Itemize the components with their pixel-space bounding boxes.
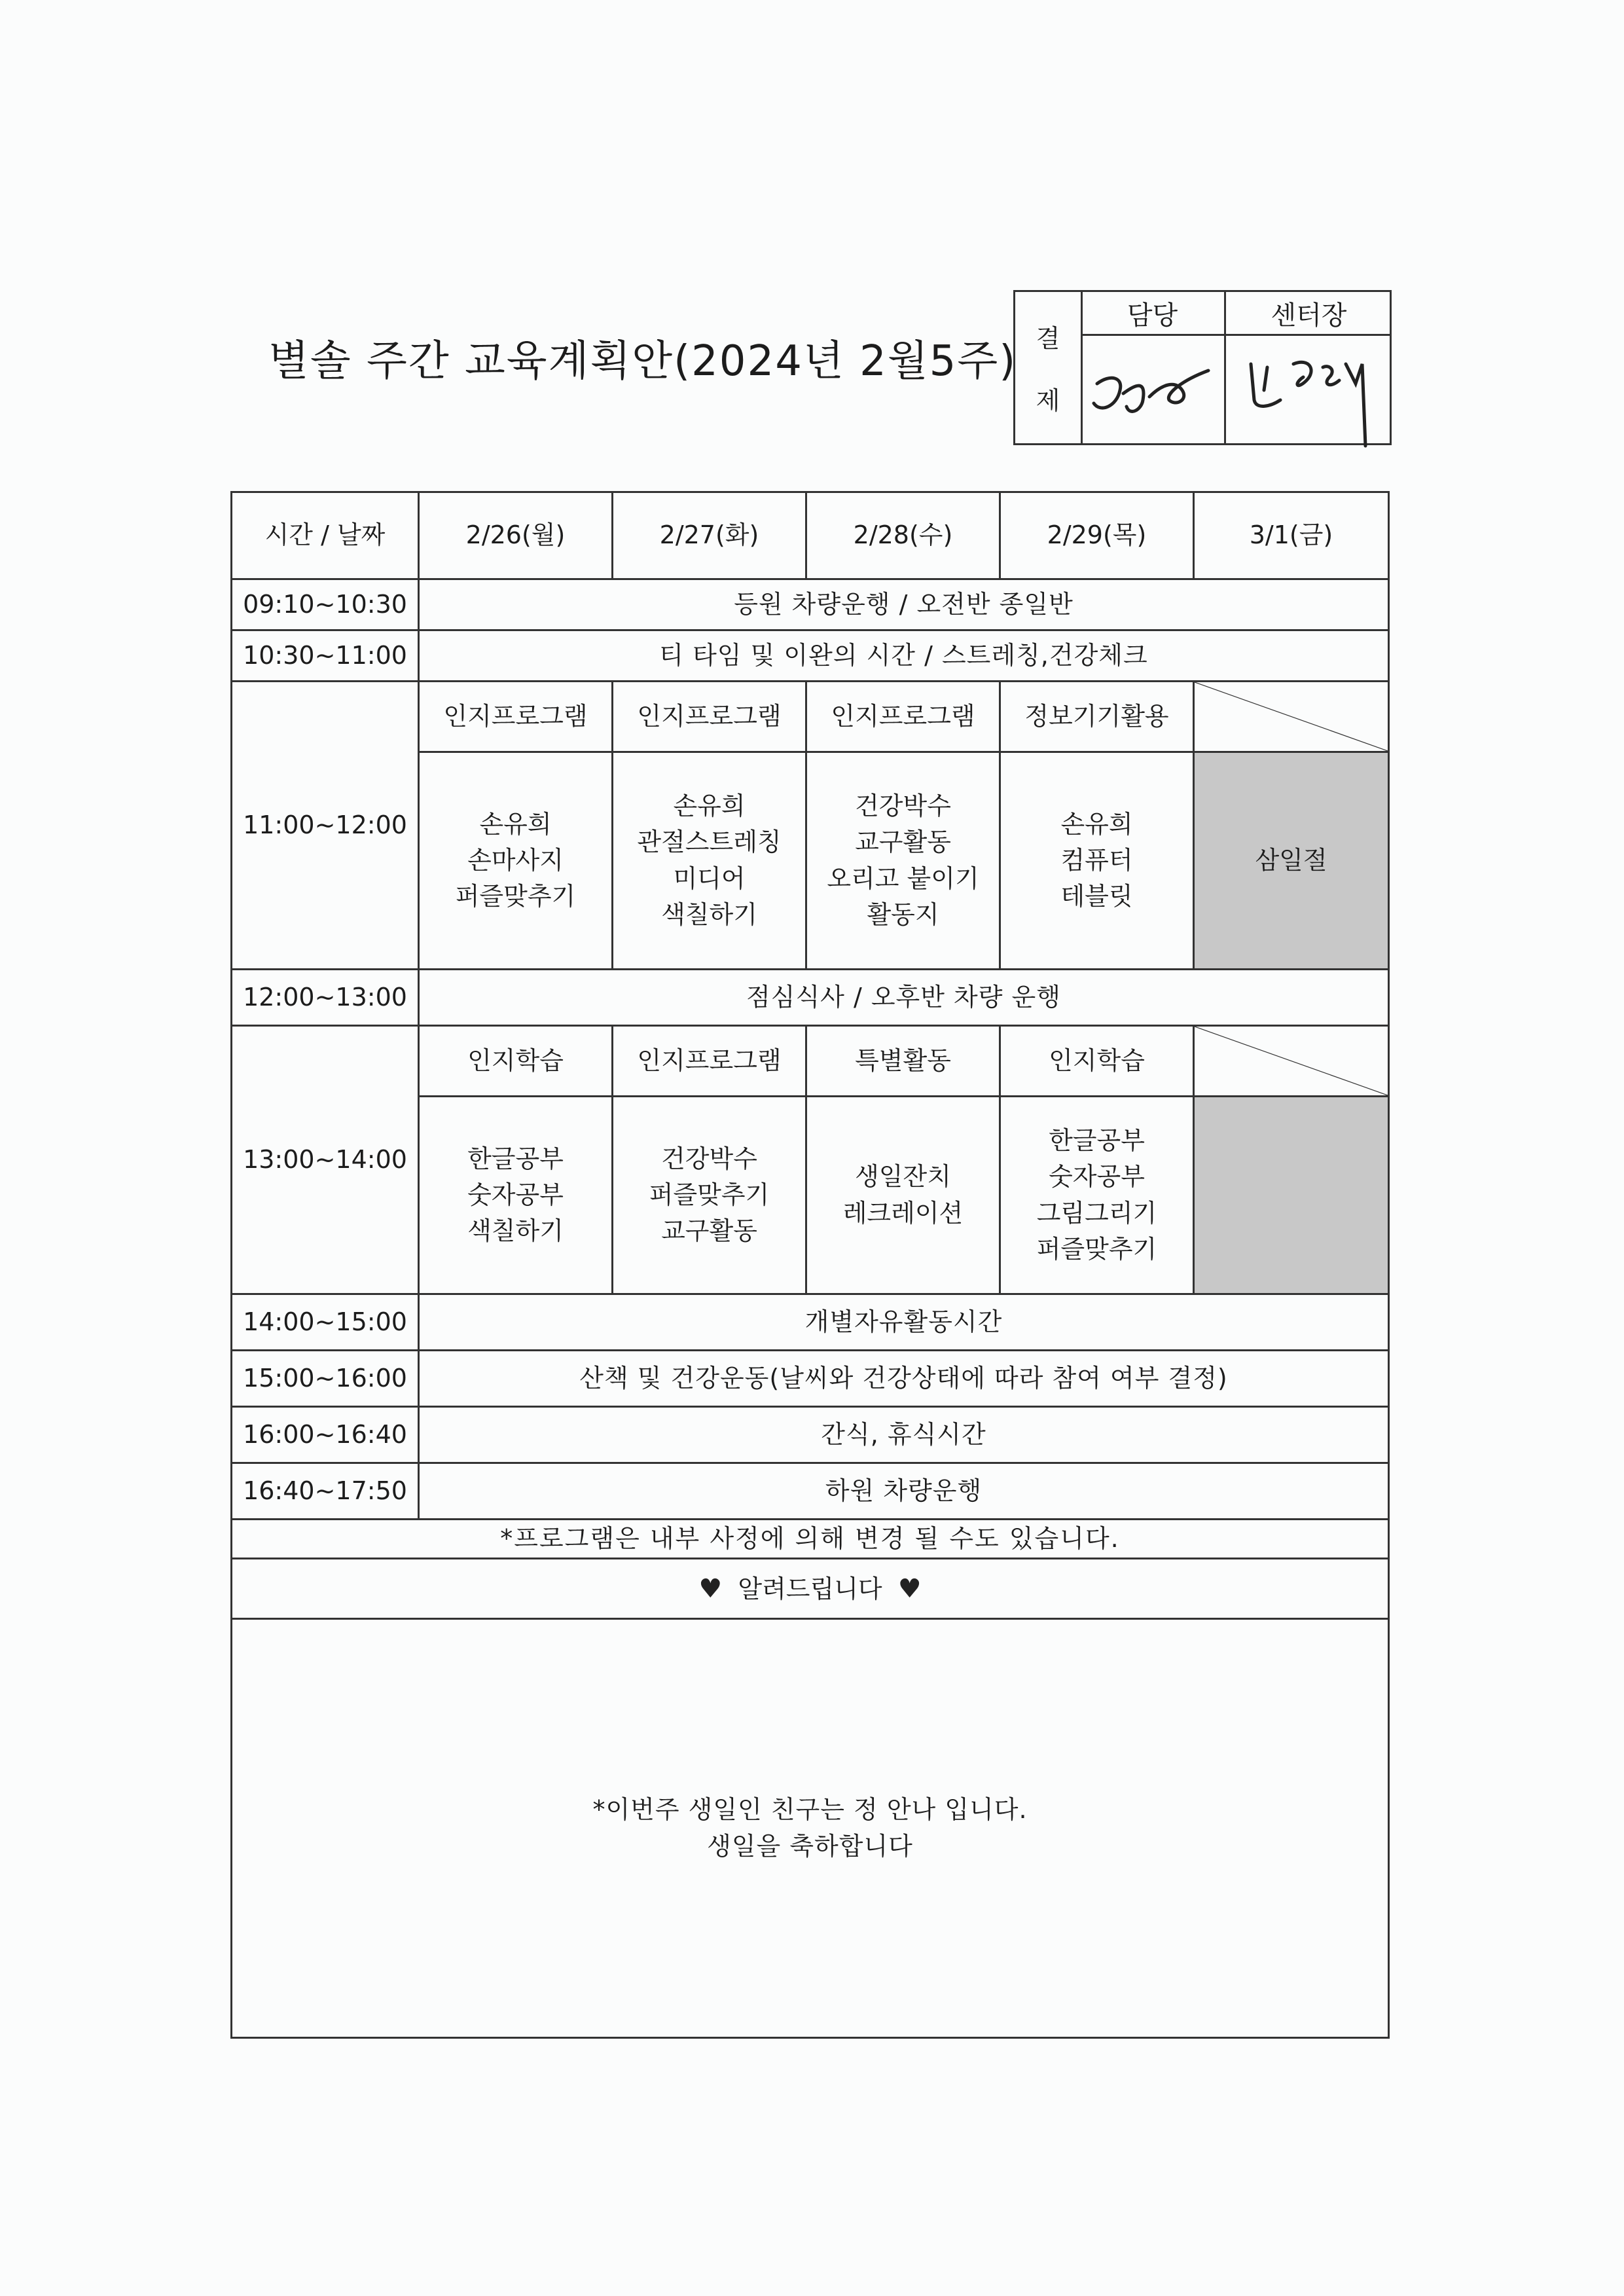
table-row [232, 970, 1389, 1026]
program-item: 교구활동 [661, 1216, 757, 1246]
program-details [806, 1097, 1000, 1294]
notice-title: 알려드립니다 [738, 1574, 882, 1603]
activity-cell: 등원 차량운행 / 오전반 종일반 [419, 579, 1389, 630]
approval-label-column [1015, 292, 1083, 443]
program-item: 손유희 [673, 792, 746, 821]
notice-header [232, 1559, 1389, 1619]
congratulation-message: 생일을 축하합니다 [707, 1831, 913, 1861]
time-cell: 12:00~13:00 [232, 970, 419, 1026]
program-item: 그림그리기 [1036, 1198, 1157, 1228]
table-row [232, 1026, 1389, 1097]
day-header-mon: 2/26(월) [419, 492, 613, 579]
activity-cell: 티 타임 및 이완의 시간 / 스트레칭,건강체크 [419, 630, 1389, 682]
program-item: 색칠하기 [661, 900, 757, 929]
activity-cell: 개별자유활동시간 [419, 1294, 1389, 1351]
program-item: 활동지 [867, 900, 939, 929]
program-details [1000, 1097, 1194, 1294]
program-title: 인지프로그램 [806, 682, 1000, 752]
approval-label-bottom: 제 [1036, 386, 1060, 415]
time-cell: 10:30~11:00 [232, 630, 419, 682]
program-details [613, 1097, 806, 1294]
approval-box [1013, 290, 1392, 445]
program-item: 한글공부 [467, 1144, 564, 1173]
program-title: 인지학습 [419, 1026, 613, 1097]
activity-cell: 산책 및 건강운동(날씨와 건강상태에 따라 참여 여부 결정) [419, 1351, 1389, 1407]
program-item: 손마사지 [467, 845, 564, 875]
activity-cell: 점심식사 / 오후반 차량 운행 [419, 970, 1389, 1026]
time-cell: 14:00~15:00 [232, 1294, 419, 1351]
program-item: 퍼즐맞추기 [1036, 1234, 1157, 1264]
program-details [419, 752, 613, 970]
day-header-tue: 2/27(화) [613, 492, 806, 579]
day-header-fri: 3/1(금) [1194, 492, 1389, 579]
program-item: 숫자공부 [1049, 1162, 1145, 1192]
time-cell: 09:10~10:30 [232, 579, 419, 630]
weekly-plan-table [230, 491, 1390, 2039]
day-header-wed: 2/28(수) [806, 492, 1000, 579]
diagonal-line [1195, 1027, 1388, 1095]
program-title: 인지프로그램 [613, 682, 806, 752]
approval-manager-header: 담당 [1081, 292, 1226, 336]
notice-body [232, 1619, 1389, 2038]
time-cell: 16:40~17:50 [232, 1463, 419, 1520]
program-item: 생일잔치 [855, 1162, 951, 1192]
approval-director-header: 센터장 [1226, 292, 1392, 336]
table-row [232, 1407, 1389, 1463]
change-notice: *프로그램은 내부 사정에 의해 변경 될 수도 있습니다. [232, 1520, 1389, 1559]
day-header-thu: 2/29(목) [1000, 492, 1194, 579]
program-title: 인지학습 [1000, 1026, 1194, 1097]
program-item: 교구활동 [855, 828, 951, 857]
program-item: 한글공부 [1049, 1126, 1145, 1156]
empty-diagonal-cell [1194, 682, 1389, 752]
page-title: 별솔 주간 교육계획안(2024년 2월5주) [268, 337, 1017, 386]
activity-cell: 간식, 휴식시간 [419, 1407, 1389, 1463]
program-details [806, 752, 1000, 970]
program-item: 테블릿 [1060, 882, 1133, 911]
birthday-message: *이번주 생일인 친구는 정 안나 입니다. [592, 1795, 1028, 1825]
program-details [1000, 752, 1194, 970]
program-item: 색칠하기 [467, 1216, 564, 1246]
activity-cell: 하원 차량운행 [419, 1463, 1389, 1520]
program-item: 미디어 [673, 864, 746, 893]
program-details [613, 752, 806, 970]
program-title: 인지프로그램 [419, 682, 613, 752]
time-cell: 11:00~12:00 [232, 682, 419, 970]
empty-diagonal-cell [1194, 1026, 1389, 1097]
notice-header-row [232, 1559, 1389, 1619]
corner-header: 시간 / 날짜 [232, 492, 419, 579]
header-row [232, 492, 1389, 579]
heart-icon: ♥ [698, 1573, 723, 1604]
program-item: 건강박수 [661, 1144, 757, 1173]
approval-label-top: 결 [1036, 324, 1060, 353]
program-item: 관절스트레칭 [637, 828, 782, 857]
table-row [232, 579, 1389, 630]
program-item: 레크레이션 [842, 1198, 964, 1228]
approval-divider [1224, 334, 1226, 445]
program-item: 숫자공부 [467, 1180, 564, 1209]
notice-body-row [232, 1619, 1389, 2038]
program-item: 퍼즐맞추기 [649, 1180, 770, 1209]
program-title: 정보기기활용 [1000, 682, 1194, 752]
director-signature [1231, 338, 1388, 452]
heart-icon: ♥ [897, 1573, 922, 1604]
table-row [232, 682, 1389, 752]
program-item: 손유희 [479, 809, 552, 839]
program-item: 오리고 붙이기 [827, 864, 979, 893]
table-row [232, 630, 1389, 682]
time-cell: 15:00~16:00 [232, 1351, 419, 1407]
program-title: 인지프로그램 [613, 1026, 806, 1097]
program-item: 컴퓨터 [1060, 845, 1133, 875]
table-row [232, 1294, 1389, 1351]
manager-signature [1084, 344, 1218, 436]
holiday-cell: 삼일절 [1194, 752, 1389, 970]
table-row [232, 1463, 1389, 1520]
program-item: 퍼즐맞추기 [455, 882, 576, 911]
time-cell: 16:00~16:40 [232, 1407, 419, 1463]
table-row [232, 1351, 1389, 1407]
holiday-cell-empty [1194, 1097, 1389, 1294]
diagonal-line [1195, 682, 1388, 751]
time-cell: 13:00~14:00 [232, 1026, 419, 1294]
program-details [419, 1097, 613, 1294]
program-item: 건강박수 [855, 792, 951, 821]
program-item: 손유희 [1060, 809, 1133, 839]
program-title: 특별활동 [806, 1026, 1000, 1097]
note-row [232, 1520, 1389, 1559]
